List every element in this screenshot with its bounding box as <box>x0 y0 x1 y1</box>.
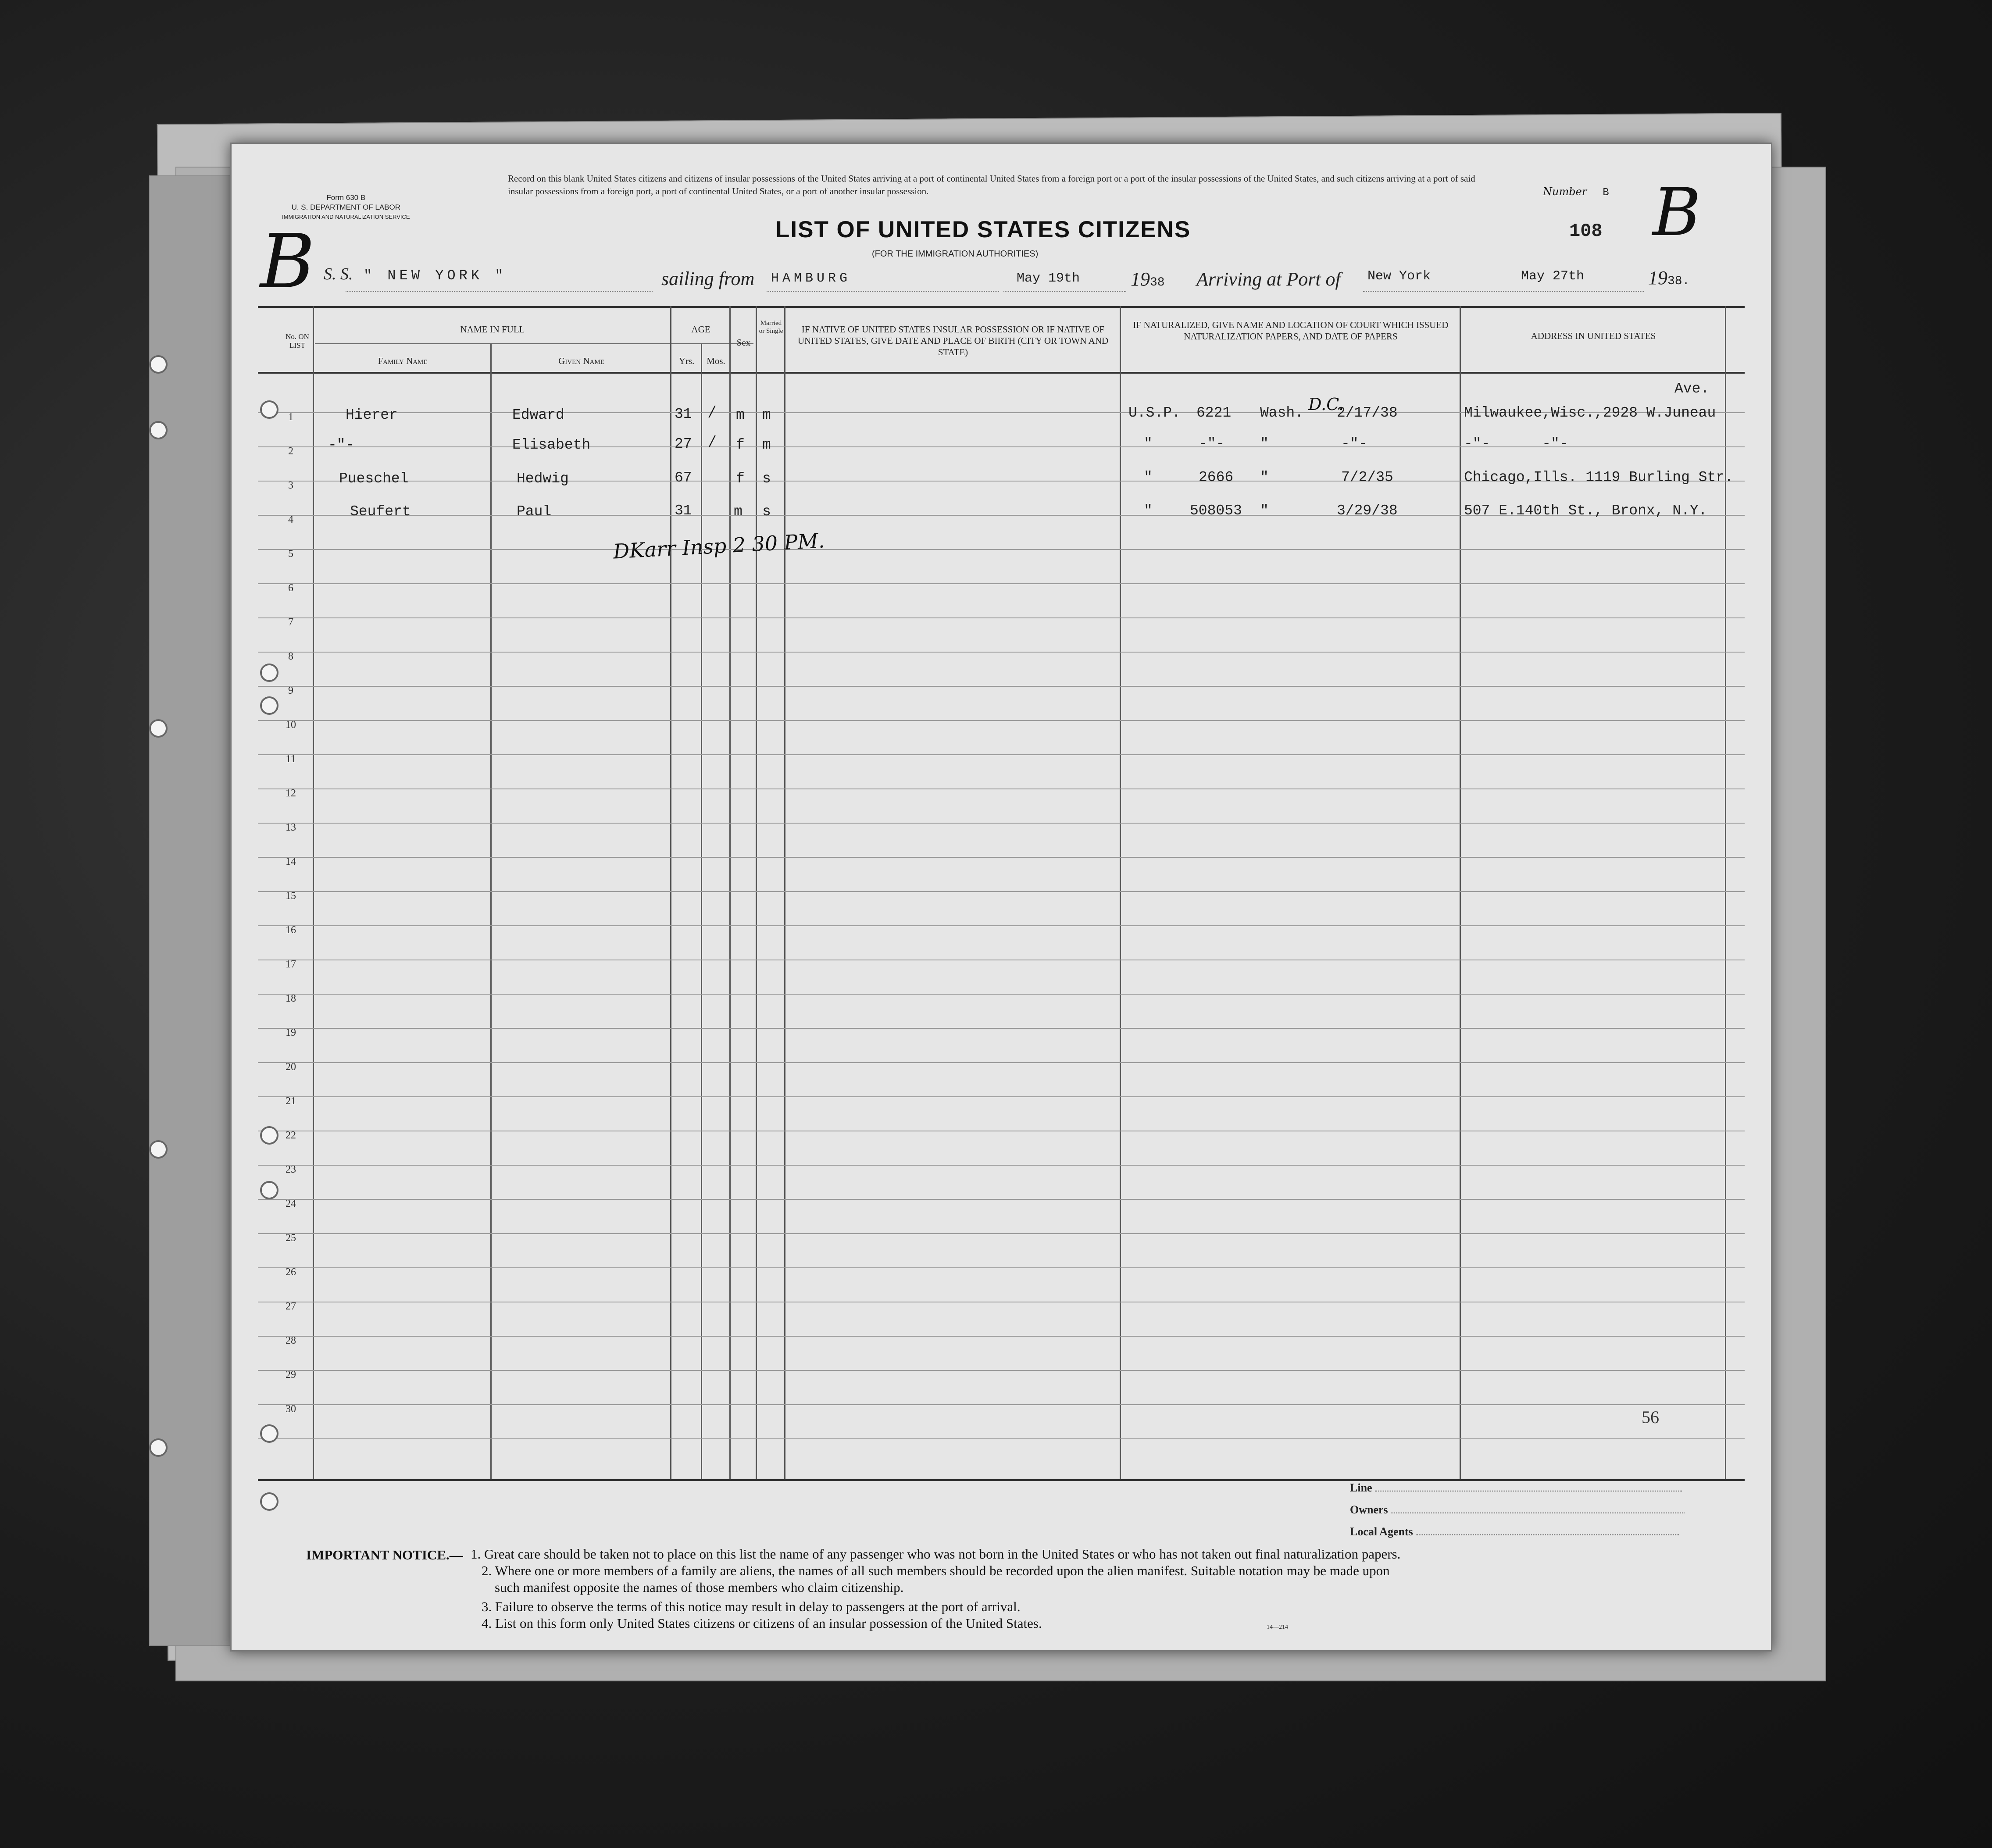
voyage-underline <box>767 291 999 293</box>
notice-item: 4. List on this form only United States citizens or citizens of an insular possession of the United States. <box>482 1616 1042 1631</box>
agents-field <box>1350 1525 1679 1538</box>
binding-hole <box>149 421 168 439</box>
sex: f <box>736 471 745 487</box>
marital-status: m <box>762 437 771 453</box>
header-sex: Sex <box>736 337 751 348</box>
from-port: HAMBURG <box>771 271 851 286</box>
court-place-note: D.C. <box>1308 395 1344 414</box>
binding-hole <box>260 400 278 419</box>
row-number: 16 <box>286 924 296 936</box>
binding-hole <box>260 1424 278 1443</box>
row-rule <box>258 1267 1745 1268</box>
voyage-line <box>324 264 507 284</box>
col-divider <box>701 343 702 1479</box>
notice-item: such manifest opposite the names of those members who claim citizenship. <box>495 1580 904 1595</box>
depart-year-prefix: 19 <box>1131 268 1150 290</box>
arrive-year-value: 38. <box>1667 275 1690 288</box>
header-family-name: Family Name <box>378 356 428 366</box>
header-address: ADDRESS IN UNITED STATES <box>1531 331 1656 341</box>
paper-number: -"- <box>1199 435 1225 452</box>
handwritten-mark-left: B <box>260 218 315 305</box>
row-rule <box>258 1233 1745 1234</box>
paper-number: 6221 <box>1196 405 1232 421</box>
row-rule <box>258 1404 1745 1405</box>
notice-item: 3. Failure to observe the terms of this notice may result in delay to passengers at the port of arrival. <box>482 1599 1021 1614</box>
address: -"- -"- <box>1464 435 1568 452</box>
row-number: 5 <box>288 548 293 560</box>
row-rule <box>258 1165 1745 1166</box>
binding-hole <box>149 1438 168 1457</box>
row-number: 3 <box>288 480 293 491</box>
row-number: 29 <box>286 1369 296 1381</box>
owners-label: Owners <box>1350 1503 1388 1516</box>
row-rule <box>258 891 1745 892</box>
binding-hole <box>260 664 278 682</box>
row-rule <box>258 994 1745 995</box>
court-place: Wash. <box>1260 405 1304 421</box>
row-rule <box>258 1096 1745 1097</box>
form-title: LIST OF UNITED STATES CITIZENS <box>775 217 1191 243</box>
department-label: U. S. DEPARTMENT OF LABOR <box>291 203 400 211</box>
row-rule <box>258 1062 1745 1063</box>
row-number: 28 <box>286 1335 296 1346</box>
form-instruction: Record on this blank United States citizens and citizens of insular possessions of the United States arriving at a port of continental United States from a foreign port or a port of the insular possessions of the United States, and such citizens arriving at a port of said insular possessions from a foreign port, a port of continental United States, or a port of another insular possession. <box>508 173 1475 196</box>
paper-number: 2666 <box>1199 469 1234 485</box>
court: " <box>1144 435 1153 452</box>
arriving-label: Arriving at Port of <box>1196 268 1341 290</box>
binding-hole <box>260 1492 278 1511</box>
row-number: 12 <box>286 788 296 799</box>
row-number: 6 <box>288 582 293 594</box>
row-number: 19 <box>286 1027 296 1038</box>
col-divider <box>784 306 785 1479</box>
voyage-underline <box>346 291 653 293</box>
row-rule <box>258 652 1745 653</box>
header-age: AGE <box>691 324 710 335</box>
header-name-in-full: NAME IN FULL <box>460 324 525 335</box>
row-rule <box>258 686 1745 687</box>
voyage-underline <box>1003 291 1126 293</box>
header-married: Married or Single <box>759 320 783 335</box>
inspector-note: DKarr Insp 2 30 PM. <box>612 528 825 564</box>
row-number: 26 <box>286 1266 296 1278</box>
row-rule <box>258 925 1745 926</box>
ship-name: " NEW YORK " <box>364 268 507 284</box>
given-name: Hedwig <box>517 471 569 487</box>
row-rule <box>258 617 1745 618</box>
paper-date: 2/17/38 <box>1337 405 1398 421</box>
row-rule <box>258 754 1745 755</box>
header-given-name: Given Name <box>558 356 604 366</box>
row-number: 2 <box>288 446 293 457</box>
form-department-block <box>282 193 410 222</box>
form-number: Form 630 B <box>326 193 366 202</box>
address: Milwaukee,Wisc.,2928 W.Juneau <box>1464 405 1716 421</box>
row-number: 21 <box>286 1095 296 1107</box>
header-mos: Mos. <box>707 356 725 366</box>
row-number: 30 <box>286 1403 296 1415</box>
line-label: Line <box>1350 1481 1372 1494</box>
court-place: " <box>1260 469 1269 485</box>
address-extra: Ave. <box>1674 381 1710 397</box>
court-place: " <box>1260 503 1269 519</box>
court-place: " <box>1260 435 1269 452</box>
row-rule <box>258 1370 1745 1371</box>
list-number: 108 <box>1569 221 1603 242</box>
family-name: Pueschel <box>339 471 409 487</box>
binding-hole <box>260 1126 278 1145</box>
ss-label: S. S. <box>324 265 353 283</box>
row-number: 1 <box>288 411 293 423</box>
depart-year-value: 38 <box>1150 276 1165 289</box>
voyage-underline <box>1363 291 1644 293</box>
form-subtitle: (FOR THE IMMIGRATION AUTHORITIES) <box>872 249 1039 259</box>
handwritten-mark-right: B <box>1653 175 1701 251</box>
row-rule <box>258 1199 1745 1200</box>
row-number: 7 <box>288 617 293 628</box>
row-rule <box>258 857 1745 858</box>
given-name: Elisabeth <box>512 437 591 453</box>
table-top-rule <box>258 306 1745 308</box>
col-divider <box>729 306 731 1479</box>
row-number: 10 <box>286 719 296 731</box>
address: 507 E.140th St., Bronx, N.Y. <box>1464 503 1707 519</box>
court: " <box>1144 469 1153 485</box>
row-number: 24 <box>286 1198 296 1209</box>
age-months: / <box>710 403 715 420</box>
row-number: 17 <box>286 959 296 970</box>
arrive-year <box>1648 267 1689 289</box>
row-number: 8 <box>288 651 293 662</box>
notice-item: 1. Great care should be taken not to place on this list the name of any passenger who was not born in the United States or who has not taken out final naturalization papers. <box>471 1546 1401 1562</box>
paper-date: 7/2/35 <box>1341 469 1393 485</box>
row-number: 9 <box>288 685 293 696</box>
family-name: Seufert <box>350 503 411 520</box>
row-number: 27 <box>286 1301 296 1312</box>
row-number: 11 <box>286 753 296 765</box>
court: " <box>1144 503 1153 519</box>
row-number: 18 <box>286 993 296 1004</box>
owners-field <box>1350 1503 1685 1516</box>
row-rule <box>258 1438 1745 1439</box>
row-number: 25 <box>286 1232 296 1244</box>
row-number: 13 <box>286 822 296 833</box>
header-birth: IF NATIVE OF UNITED STATES INSULAR POSSESSION OR IF NATIVE OF UNITED STATES, GIVE DATE AND PLACE OF BIRTH (CITY OR TOWN AND STATE) <box>797 324 1109 357</box>
paper-date: 3/29/38 <box>1337 503 1398 519</box>
col-divider <box>756 306 757 1479</box>
col-divider <box>1460 306 1461 1479</box>
sex: f <box>736 437 745 453</box>
col-divider <box>313 306 314 1479</box>
paper-number: 508053 <box>1190 503 1242 519</box>
header-no: No. ON LIST <box>286 332 309 350</box>
row-rule <box>258 788 1745 789</box>
page-number: 56 <box>1642 1407 1659 1427</box>
arrive-year-prefix: 19 <box>1648 267 1667 289</box>
binding-hole <box>149 719 168 738</box>
col-divider <box>670 306 671 1479</box>
binding-hole <box>149 355 168 374</box>
row-number: 20 <box>286 1061 296 1073</box>
col-divider <box>490 343 492 1479</box>
binding-hole <box>260 696 278 715</box>
print-code: 14—214 <box>1267 1624 1288 1630</box>
binding-hole <box>149 1140 168 1159</box>
court: U.S.P. <box>1128 405 1181 421</box>
depart-date: May 19th <box>1017 271 1080 286</box>
notice-item: 2. Where one or more members of a family are aliens, the names of all such members should be recorded upon the alien manifest. Suitable notation may be made upon <box>482 1563 1390 1578</box>
arrive-port: New York <box>1367 269 1431 284</box>
age-months: / <box>710 432 715 450</box>
depart-year <box>1131 268 1165 290</box>
given-name: Edward <box>512 407 564 423</box>
row-number: 14 <box>286 856 296 867</box>
age-years: 67 <box>675 470 692 486</box>
address: Chicago,Ills. 1119 Burling Str. <box>1464 469 1733 485</box>
service-label: IMMIGRATION AND NATURALIZATION SERVICE <box>282 214 410 220</box>
row-rule <box>258 1028 1745 1029</box>
table-header-rule <box>258 372 1745 374</box>
col-divider <box>1120 306 1121 1479</box>
row-number: 22 <box>286 1130 296 1141</box>
number-label: Number <box>1543 186 1587 198</box>
age-years: 27 <box>675 436 692 452</box>
marital-status: s <box>762 503 771 520</box>
number-field <box>1543 186 1609 199</box>
row-number: 4 <box>288 514 293 525</box>
sailing-label: sailing from <box>661 268 755 289</box>
line-field <box>1350 1481 1682 1495</box>
row-rule <box>258 1336 1745 1337</box>
row-rule <box>258 720 1745 721</box>
notice-title: IMPORTANT NOTICE.— <box>306 1547 463 1563</box>
marital-status: m <box>762 407 771 423</box>
arrive-date: May 27th <box>1521 269 1585 284</box>
row-number: 23 <box>286 1164 296 1175</box>
binding-hole <box>260 1181 278 1199</box>
family-name: -"- <box>328 437 354 453</box>
table-bottom-rule <box>258 1479 1745 1481</box>
row-rule <box>258 583 1745 584</box>
row-rule <box>258 823 1745 824</box>
family-name: Hierer <box>346 407 398 423</box>
row-number: 15 <box>286 890 296 902</box>
age-years: 31 <box>675 406 692 422</box>
given-name: Paul <box>517 503 552 520</box>
sex: m <box>736 407 745 423</box>
manifest-page <box>230 143 1772 1652</box>
paper-date: -"- <box>1341 435 1367 452</box>
sex: m <box>734 503 743 520</box>
marital-status: s <box>762 471 771 487</box>
header-yrs: Yrs. <box>678 356 695 366</box>
age-years: 31 <box>675 503 692 519</box>
underlying-sheet <box>149 175 239 1646</box>
header-naturalized: IF NATURALIZED, GIVE NAME AND LOCATION OF COURT WHICH ISSUED NATURALIZATION PAPERS, AND DATE OF PAPERS <box>1133 320 1449 342</box>
agents-label: Local Agents <box>1350 1525 1413 1538</box>
number-value: B <box>1603 187 1609 199</box>
row-rule <box>258 549 1745 550</box>
